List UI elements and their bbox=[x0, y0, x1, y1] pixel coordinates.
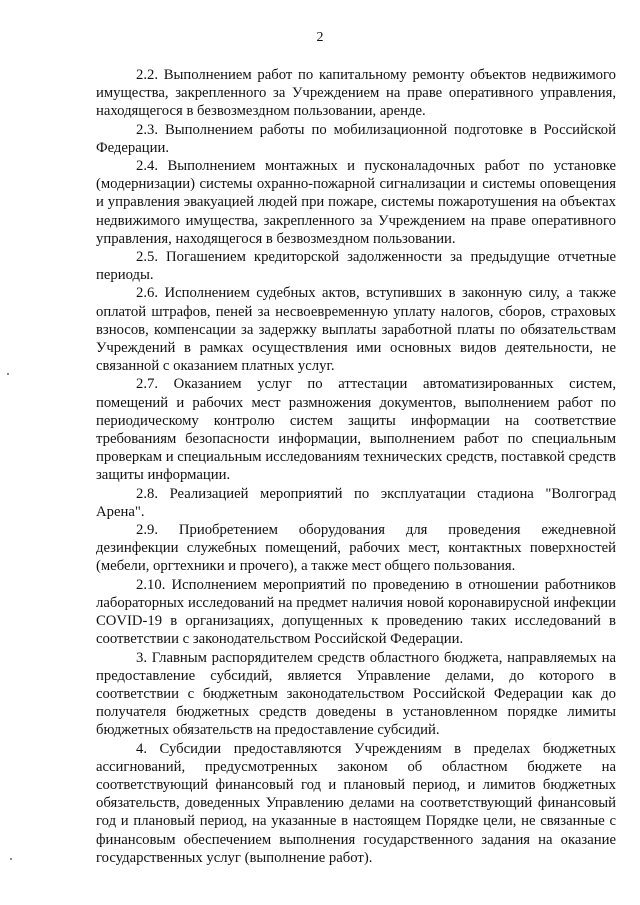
paragraph-3: 3. Главным распорядителем средств областного бюджета, направляемых на предоставление субсидий, является Управление делами, до которого в соответствии с бюджетным законодательством Российской Федерации как до получателя бюджетных средств доведены в установленном порядке лимиты бюджетных обязательств на предоставление субсидий. bbox=[96, 649, 616, 739]
paragraph-2-2: 2.2. Выполнением работ по капитальному ремонту объектов недвижимого имущества, закрепленного за Учреждением на праве оперативного управления, находящегося в безвозмездном пользовании, аренде. bbox=[96, 67, 616, 120]
paragraph-2-7: 2.7. Оказанием услуг по аттестации автоматизированных систем, помещений и рабочих мест размножения документов, выполнением работ по периодическому контролю систем защиты информации на соответствие требованиям безопасности информации, выполнением работ по специальным проверкам и специальным исследованиям технических средств, поставкой средств защиты информации. bbox=[96, 376, 616, 484]
paragraph-2-9: 2.9. Приобретением оборудования для проведения ежедневной дезинфекции служебных помещений, рабочих мест, контактных поверхностей (мебели, оргтехники и прочего), а также мест общего пользования. bbox=[96, 522, 616, 575]
paragraph-2-4: 2.4. Выполнением монтажных и пусконаладочных работ по установке (модернизации) системы охранно-пожарной сигнализации и системы оповещения и управления эвакуацией людей при пожаре, системы пожаротушения на объектах недвижимого имущества, закрепленного за Учреждением на праве оперативного управления, находящегося в безвозмездном пользовании. bbox=[96, 158, 616, 247]
paragraph-2-5: 2.5. Погашением кредиторской задолженности за предыдущие отчетные периоды. bbox=[96, 249, 616, 284]
scan-dot-mark bbox=[7, 373, 9, 375]
document-body bbox=[96, 66, 616, 867]
page-number: 2 bbox=[316, 30, 324, 45]
scan-dot-mark bbox=[10, 858, 12, 860]
paragraph-2-6: 2.6. Исполнением судебных актов, вступивших в законную силу, а также оплатой штрафов, пеней за несвоевременную уплату налогов, сборов, страховых взносов, компенсации за задержку выплаты заработной платы по обязательствам Учреждений в рамках осуществления ими основных видов деятельности, не связанной с оказанием платных услуг. bbox=[96, 285, 616, 375]
paragraph-2-8: 2.8. Реализацией мероприятий по эксплуатации стадиона "Волгоград Арена". bbox=[96, 485, 616, 520]
paragraph-4: 4. Субсидии предоставляются Учреждениям в пределах бюджетных ассигнований, предусмотренных законом об областном бюджете на соответствующий финансовый год и плановый период, и лимитов бюджетных обязательств, доведенных Управлению делами на соответствующий финансовый год и плановый период, на указанные в настоящем Порядке цели, не связанные с финансовым обеспечением выполнения государственного задания на оказание государственных услуг (выполнение работ). bbox=[96, 740, 616, 866]
paragraph-2-10: 2.10. Исполнением мероприятий по проведению в отношении работников лабораторных исследований на предмет наличия новой коронавирусной инфекции COVID-19 в организациях, допущенных к проведению таких исследований в соответствии с законодательством Российской Федерации. bbox=[96, 576, 616, 648]
paragraph-2-3: 2.3. Выполнением работы по мобилизационной подготовке в Российской Федерации. bbox=[96, 121, 616, 156]
